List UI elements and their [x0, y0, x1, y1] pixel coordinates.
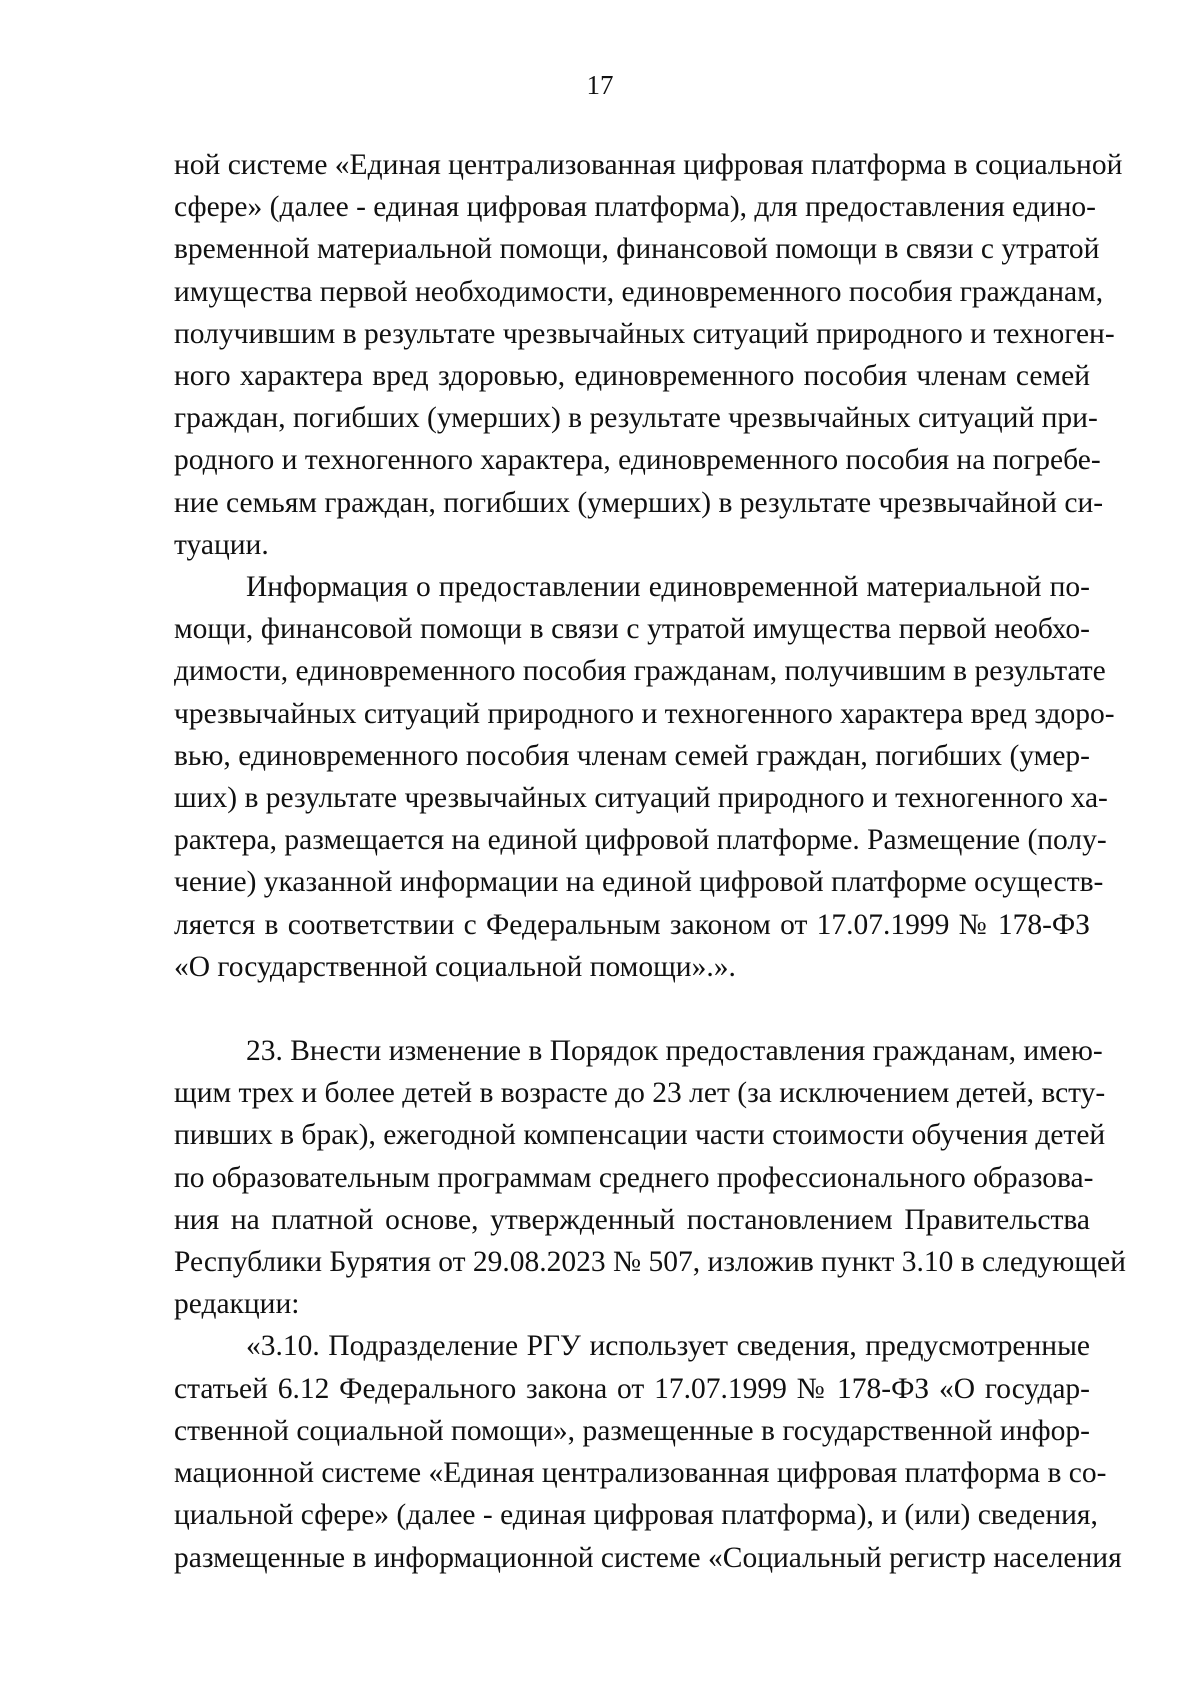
text-line: щим трех и более детей в возрасте до 23 лет (за исключением детей, всту- [174, 1077, 1106, 1110]
paragraph-p4 [174, 1325, 1122, 1578]
text-line: ной системе «Единая централизованная цифровая платформа в социальной [174, 149, 1123, 181]
text-line: пивших в брак), ежегодной компенсации части стоимости обучения детей [174, 1119, 1106, 1152]
text-line: ляется в соответствии с Федеральным законом от 17.07.1999 № 178-ФЗ [174, 908, 1090, 941]
paragraph-gap [174, 988, 1090, 1030]
paragraph-p2 [174, 566, 1115, 988]
text-line: ших) в результате чрезвычайных ситуаций природного и техногенного ха- [174, 782, 1108, 815]
text-line: ние семьям граждан, погибших (умерших) в результате чрезвычайной си- [174, 486, 1104, 519]
text-line: временной материальной помощи, финансовой помощи в связи с утратой [174, 233, 1100, 266]
text-line: родного и техногенного характера, единовременного пособия на погребе- [174, 444, 1101, 477]
text-line: «О государственной социальной помощи».». [174, 950, 736, 983]
text-line: ного характера вред здоровью, единовременного пособия членам семей [174, 360, 1090, 393]
text-line: получившим в результате чрезвычайных ситуаций природного и техноген- [174, 317, 1115, 350]
text-line: сфере» (далее - единая цифровая платформа), для предоставления едино- [174, 191, 1097, 224]
page-number: 17 [586, 70, 614, 100]
text-line: ственной социальной помощи», размещенные в государственной инфор- [174, 1414, 1090, 1447]
text-line: Республики Бурятия от 29.08.2023 № 507, изложив пункт 3.10 в следующей [174, 1246, 1126, 1279]
text-line: граждан, погибших (умерших) в результате чрезвычайных ситуаций при- [174, 402, 1098, 435]
text-line: имущества первой необходимости, единовременного пособия гражданам, [174, 275, 1104, 308]
text-line: чрезвычайных ситуаций природного и техногенного характера вред здоро- [174, 697, 1115, 730]
text-line: 23. Внести изменение в Порядок предоставления гражданам, имею- [246, 1035, 1103, 1068]
text-line: Информация о предоставлении единовременной материальной по- [246, 571, 1090, 604]
text-line: рактера, размещается на единой цифровой платформе. Размещение (полу- [174, 824, 1107, 857]
text-line: «3.10. Подразделение РГУ использует сведения, предусмотренные [246, 1330, 1090, 1363]
text-line: туации. [174, 528, 269, 561]
document-body [174, 144, 1126, 1579]
text-line: ния на платной основе, утвержденный постановлением Правительства [174, 1203, 1090, 1236]
paragraph-p3 [174, 1030, 1126, 1325]
text-line: вью, единовременного пособия членам семей граждан, погибших (умер- [174, 739, 1090, 772]
text-line: мощи, финансовой помощи в связи с утратой имущества первой необхо- [174, 613, 1090, 646]
text-line: чение) указанной информации на единой цифровой платформе осуществ- [174, 866, 1104, 899]
text-line: по образовательным программам среднего профессионального образова- [174, 1161, 1094, 1194]
text-line: димости, единовременного пособия гражданам, получившим в результате [174, 655, 1106, 688]
text-line: мационной системе «Единая централизованная цифровая платформа в со- [174, 1457, 1107, 1490]
text-line: размещенные в информационной системе «Социальный регистр населения [174, 1541, 1122, 1574]
paragraph-p1 [174, 144, 1123, 566]
text-line: циальной сфере» (далее - единая цифровая платформа), и (или) сведения, [174, 1499, 1098, 1532]
text-line: статьей 6.12 Федерального закона от 17.07.1999 № 178-ФЗ «О государ- [174, 1372, 1090, 1405]
text-line: редакции: [174, 1288, 300, 1321]
